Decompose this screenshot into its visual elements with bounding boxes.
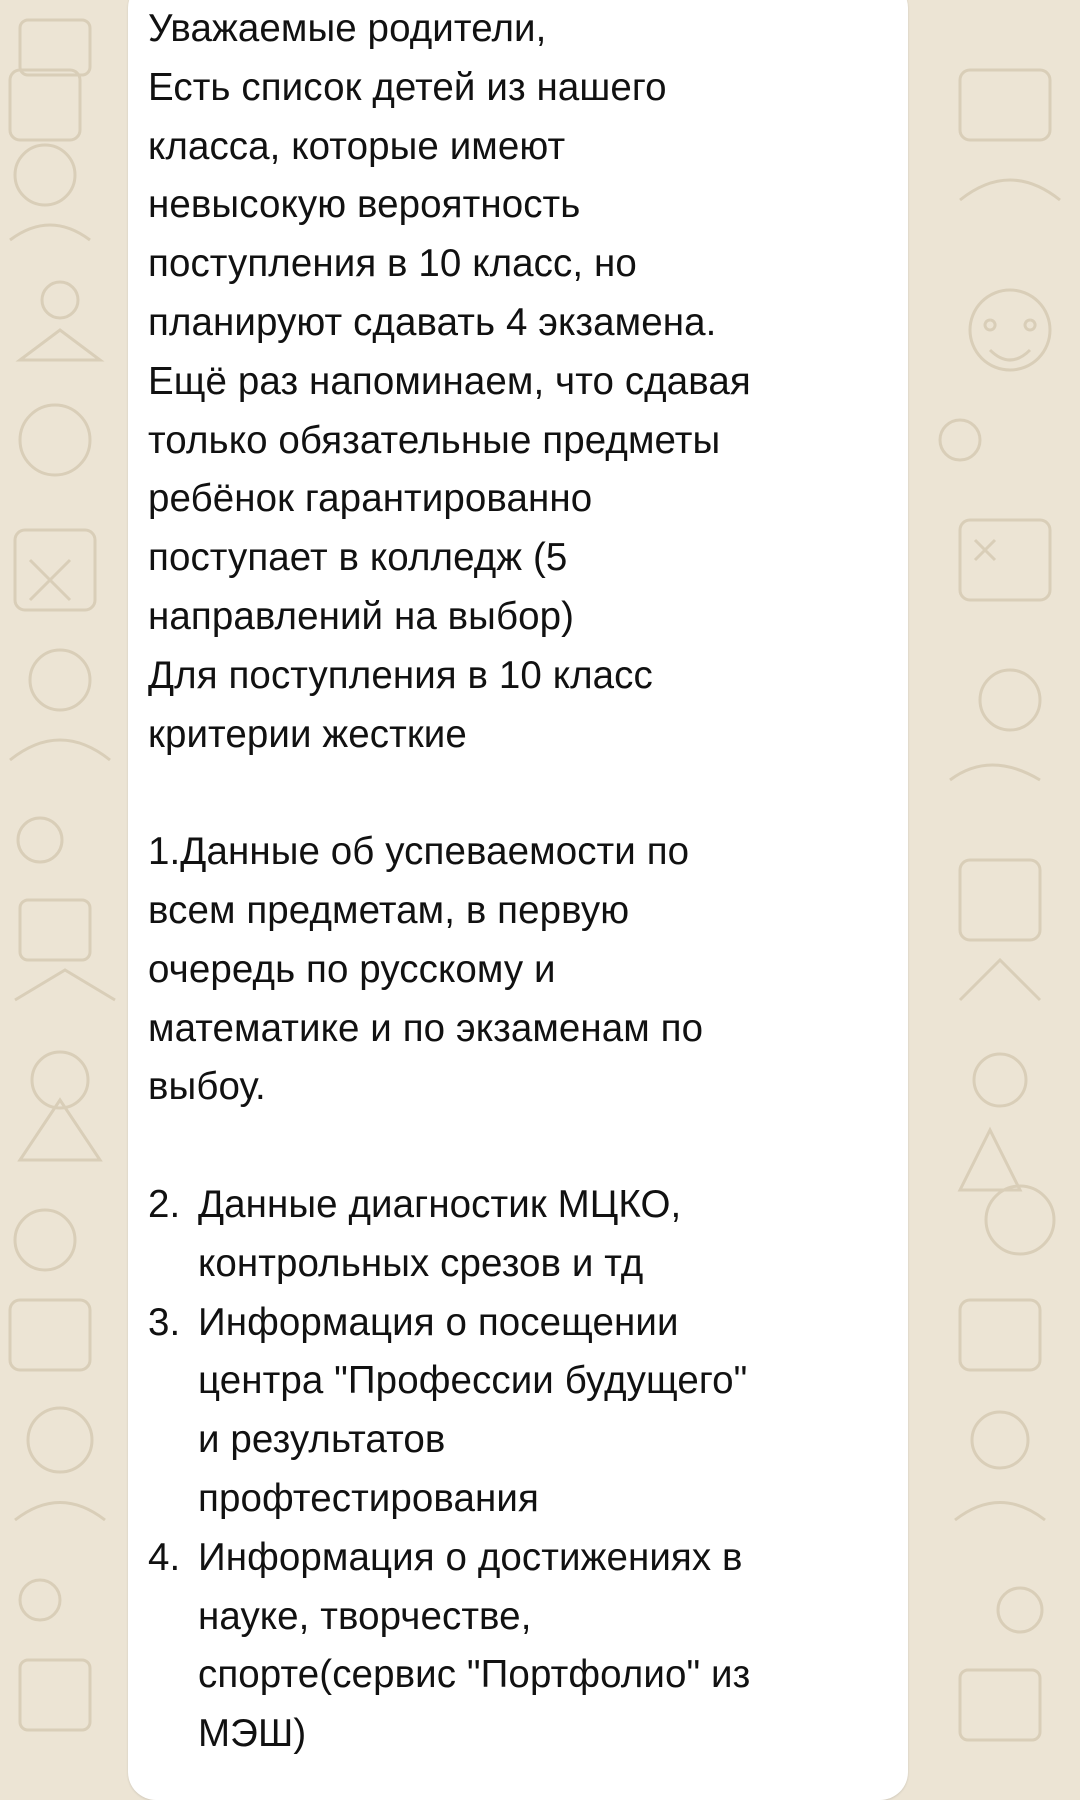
list-item-line: МЭШ) [198, 1712, 307, 1756]
message-line: ребёнок гарантированно [148, 477, 593, 521]
message-line: Есть список детей из нашего [148, 65, 667, 109]
list-item-line: науке, творчестве, [198, 1594, 532, 1638]
message-line: Ещё раз напоминаем, что сдавая [148, 359, 751, 403]
message-line: поступает в колледж (5 [148, 536, 568, 580]
criterion-1-line: 1.Данные об успеваемости по [148, 830, 690, 874]
paragraph-gap [148, 1117, 888, 1176]
message-line: поступления в 10 класс, но [148, 242, 637, 286]
message-line: класса, которые имеют [148, 124, 566, 168]
criterion-1-line: всем предметам, в первую [148, 888, 630, 932]
message-line: только обязательные предметы [148, 418, 721, 462]
criterion-2 [148, 1176, 888, 1294]
criterion-3 [148, 1294, 888, 1529]
message-line: Для поступления в 10 класс [148, 653, 653, 697]
message-line: Уважаемые родители, [148, 7, 547, 50]
list-item-line: Информация о достижениях в [198, 1535, 743, 1579]
message-line: направлений на выбор) [148, 594, 575, 638]
list-item-line: контрольных срезов и тд [198, 1241, 644, 1285]
list-item-line: профтестирования [198, 1476, 539, 1520]
message-line: невысокую вероятность [148, 183, 581, 227]
criterion-1-line: очередь по русскому и [148, 947, 556, 991]
message-text [148, 0, 888, 1764]
list-item-line: и результатов [198, 1418, 446, 1462]
list-number: 2. [148, 1182, 181, 1226]
message-line: планируют сдавать 4 экзамена. [148, 300, 717, 344]
list-number: 3. [148, 1300, 181, 1344]
message-line: критерии жесткие [148, 712, 467, 756]
list-item-line: центра "Профессии будущего" [198, 1359, 748, 1403]
list-item-line: Информация о посещении [198, 1300, 679, 1344]
message-bubble[interactable] [128, 0, 908, 1800]
list-number: 4. [148, 1535, 181, 1579]
paragraph-gap [148, 764, 888, 823]
list-item-line: Данные диагностик МЦКО, [198, 1182, 682, 1226]
criterion-4 [148, 1529, 888, 1764]
list-item-line: спорте(сервис "Портфолио" из [198, 1653, 751, 1697]
criterion-1-line: выбоу. [148, 1065, 266, 1109]
criterion-1-line: математике и по экзаменам по [148, 1006, 704, 1050]
